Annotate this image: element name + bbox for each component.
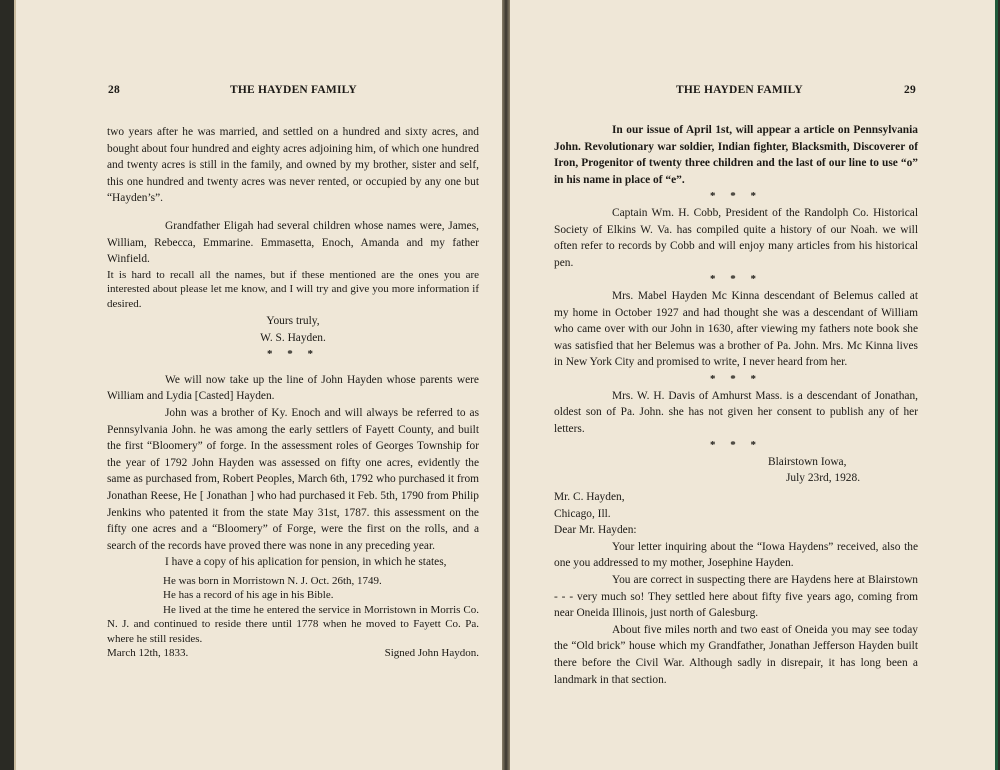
letter-signature: W. S. Hayden. [260, 331, 326, 344]
section-separator: * * * [710, 439, 762, 452]
pension-signature: Signed John Haydon. [384, 646, 479, 659]
letter-date: July 23rd, 1928. [786, 472, 861, 485]
right-paragraph: You are correct in suspecting there are Haydens here at Blairstown - - - very much so! They settled here about fifty five years ago, coming from near Oneida Illinois, just north of Galesburg. [554, 574, 918, 620]
right-paragraph: About five miles north and two east of Oneida you may see today the “Old brick” house which my Grandfather, Jonathan Jefferson Hayden built there before the Civil War. Although sadly in disrepair, it has long been a landmark in that section. [554, 623, 918, 686]
letter-address: Mr. C. Hayden, [554, 491, 625, 504]
right-running-header: THE HAYDEN FAMILY [676, 84, 803, 96]
book-gutter [502, 0, 510, 770]
left-paragraph: We will now take up the line of John Hayden whose parents were William and Lydia [Casted] Hayden. [107, 373, 479, 403]
left-page-number: 28 [108, 84, 120, 96]
right-page [510, 0, 998, 770]
issue-notice: In our issue of April 1st, will appear a article on Pennsylvania John. Revolutionary war soldier, Indian fighter, Blacksmith, Discoverer of Iron, Progenitor of twenty three children and the last of our line to use “o” in his name in place of “e”. [554, 124, 918, 186]
left-body-text [107, 124, 479, 660]
right-paragraph: Your letter inquiring about the “Iowa Haydens” received, also the one you addressed to my mother, Josephine Hayden. [554, 540, 918, 570]
right-body-text [554, 122, 918, 688]
left-page [14, 0, 502, 770]
pension-quote: He lived at the time he entered the service in Morristown in Morris Co. N. J. and continued to reside there until 1778 when he moved to Fayett Co. Pa. where he still resides. [107, 603, 479, 645]
right-paragraph: Captain Wm. H. Cobb, President of the Randolph Co. Historical Society of Elkins W. Va. has compiled quite a history of our Noah. we will often refer to records by Cobb and will enjoy many articles from his historical pen. [554, 206, 918, 269]
letter-place: Blairstown Iowa, [768, 455, 847, 468]
section-separator: * * * [710, 190, 762, 203]
section-separator: * * * [710, 372, 762, 385]
letter-salutation: Dear Mr. Hayden: [554, 524, 637, 537]
closing-line: Yours truly, [266, 314, 320, 327]
left-paragraph: I have a copy of his aplication for pension, in which he states, [165, 556, 447, 569]
left-paragraph: Grandfather Eligah had several children whose names were, James, William, Rebecca, Emmarine. Emmasetta, Enoch, Amanda and my father Winfield. [107, 219, 479, 266]
pension-date: March 12th, 1833. [107, 646, 189, 659]
left-paragraph: John was a brother of Ky. Enoch and will always be referred to as Pennsylvania John. he was among the early settlers of Fayett County, and built the first “Bloomery” of forge. In the assessment roles of Georges Township for the year of 1792 John Hayden was assessed on fifty one acres, evidently the same as purchased from, Robert Peoples, March 6th, 1792 who purchased it from Jonathan Reese, He [ Jonathan ] who had purchased it Feb. 5th, 1790 from Philip Jenkins who patented it from the state May 31st, 1787. this assessment on the fifty one acres and a “Bloomery” of Forge, were the first on the rolls, and a search of the records have proved there was none in any preceding year. [107, 406, 479, 552]
right-page-number: 29 [904, 84, 916, 96]
pension-quote: He was born in Morristown N. J. Oct. 26th, 1749. [163, 574, 382, 587]
left-paragraph: It is hard to recall all the names, but if these mentioned are the ones you are interested about please let me know, and I will try and give you more information if desired. [107, 268, 479, 310]
section-separator: * * * [710, 273, 762, 286]
pension-quote: He has a record of his age in his Bible. [163, 589, 334, 602]
section-separator: * * * [267, 348, 319, 361]
right-paragraph: Mrs. Mabel Hayden Mc Kinna descendant of Belemus called at my home in October 1927 and had thought she was a descendant of William who came over with our John in 1630, after viewing my fathers note book she was satisfied that her Belemus was a brother of Pa. John. Mrs. Mc Kinna lives in New York City and promised to write, I never heard from her. [554, 289, 918, 369]
left-paragraph: two years after he was married, and settled on a hundred and sixty acres, and bought about four hundred and eighty acres adjoining him, of which one hundred and twenty acres is still in the family, and owned by my brother, sister and self, this one hundred and twenty acres was never rented, or occupied by any one but “Hayden’s”. [107, 126, 479, 205]
letter-address: Chicago, Ill. [554, 507, 611, 520]
right-paragraph: Mrs. W. H. Davis of Amhurst Mass. is a descendant of Jonathan, oldest son of Pa. John. she has not given her consent to publish any of her letters. [554, 389, 918, 435]
pension-signature-row [107, 646, 479, 660]
left-running-header: THE HAYDEN FAMILY [230, 84, 357, 96]
